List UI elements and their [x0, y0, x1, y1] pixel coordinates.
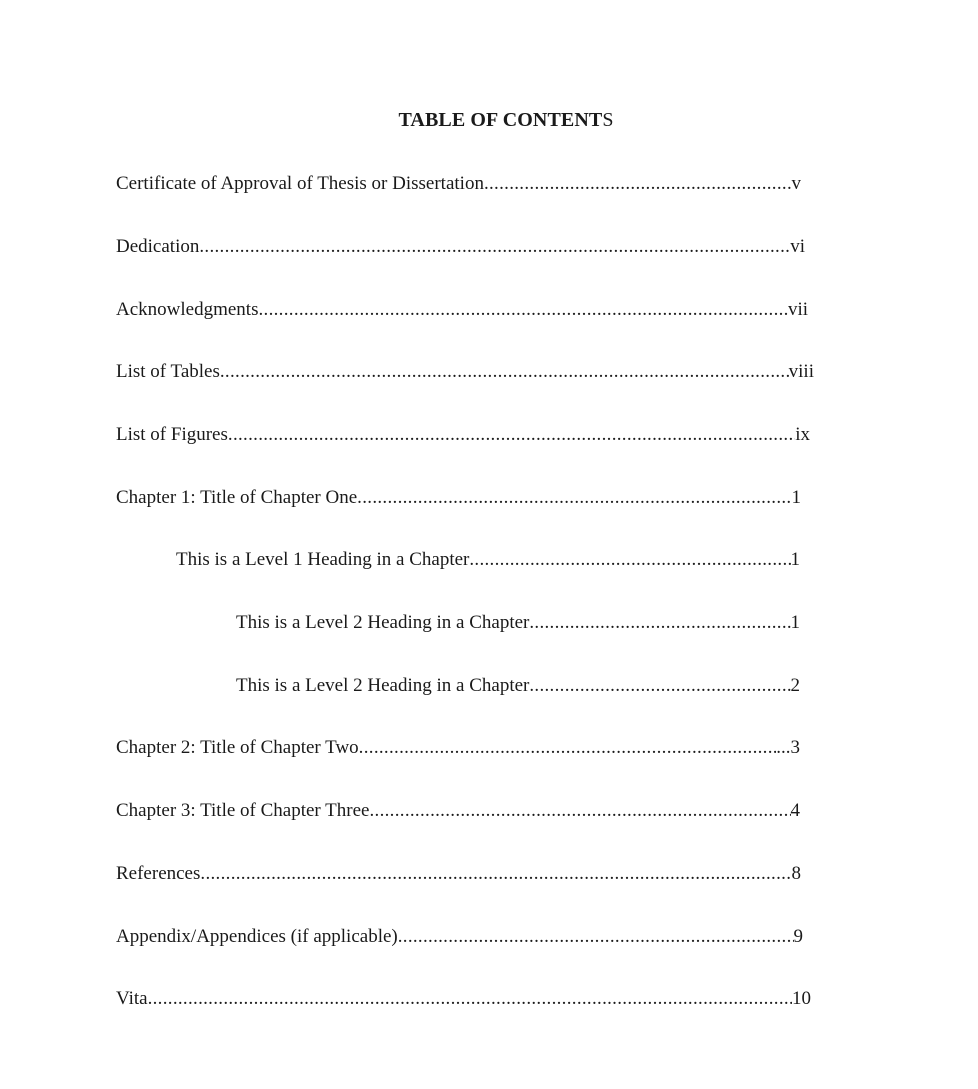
dot-leader [469, 548, 790, 572]
toc-entry-page-number: ix [795, 424, 810, 445]
dot-leader [529, 674, 790, 698]
toc-entry-title: Certificate of Approval of Thesis or Dissertation [116, 173, 484, 194]
toc-entry-page-number: 4 [790, 800, 800, 821]
dot-leader [398, 925, 794, 949]
dot-leader [148, 987, 792, 1011]
toc-entry-title: Chapter 1: Title of Chapter One [116, 487, 358, 508]
dot-leader [199, 235, 790, 259]
toc-entry-appendix [116, 925, 803, 949]
toc-entry-page-number: 1 [791, 487, 801, 508]
toc-entry-list-of-tables [116, 360, 814, 384]
dot-leader [484, 172, 792, 196]
dot-leader [200, 862, 791, 886]
toc-entry-title: List of Tables [116, 361, 220, 382]
page-title-last-letter: S [602, 109, 614, 131]
dot-leader [357, 486, 791, 510]
toc-entry-title: Dedication [116, 236, 200, 257]
toc-entry-title: Vita [116, 988, 148, 1009]
dot-leader [529, 611, 790, 635]
toc-entry-references [116, 862, 801, 886]
toc-entry-title: Chapter 3: Title of Chapter Three [116, 800, 370, 821]
toc-entry-title: This is a Level 2 Heading in a Chapter [236, 675, 530, 696]
toc-entry-page-number: 1 [790, 612, 800, 633]
dot-leader [359, 736, 777, 760]
toc-entry-page-number: vii [787, 299, 808, 320]
toc-entry-title: This is a Level 1 Heading in a Chapter [176, 549, 470, 570]
toc-entry-title: Appendix/Appendices (if applicable) [116, 926, 398, 947]
toc-entry-level-1-heading [176, 548, 800, 572]
toc-entry-dedication [116, 235, 805, 259]
toc-entry-page-number: 1 [790, 549, 800, 570]
toc-entry-level-2-heading [236, 674, 800, 698]
toc-entry-acknowledgments [116, 298, 808, 322]
toc-entry-page-number: 10 [792, 988, 811, 1009]
toc-entry-page-number: v [791, 173, 801, 194]
toc-entry-chapter-3 [116, 799, 800, 823]
toc-entry-page-number: 9 [793, 926, 803, 947]
toc-entry-page-number: 8 [791, 863, 801, 884]
toc-entry-title: List of Figures [116, 424, 228, 445]
page-title-main: TABLE OF CONTENT [398, 109, 603, 131]
toc-entry-list-of-figures [116, 423, 810, 447]
toc-entry-title: References [116, 863, 201, 884]
toc-entry-title: Chapter 2: Title of Chapter Two [116, 737, 359, 758]
toc-entry-title: This is a Level 2 Heading in a Chapter [236, 612, 530, 633]
toc-entry-page-number: ...3 [776, 737, 800, 758]
toc-entry-page-number: viii [788, 361, 814, 382]
dot-leader [220, 360, 789, 384]
toc-entry-page-number: vi [790, 236, 805, 257]
toc-entry-level-2-heading [236, 611, 800, 635]
toc-entry-page-number: 2 [790, 675, 800, 696]
toc-entry-chapter-2 [116, 736, 800, 760]
dot-leader [258, 298, 787, 322]
dot-leader [369, 799, 790, 823]
toc-entry-certificate [116, 172, 801, 196]
toc-entry-vita [116, 987, 811, 1011]
toc-entry-chapter-1 [116, 486, 801, 510]
dot-leader [228, 423, 795, 447]
toc-entry-title: Acknowledgments [116, 299, 259, 320]
